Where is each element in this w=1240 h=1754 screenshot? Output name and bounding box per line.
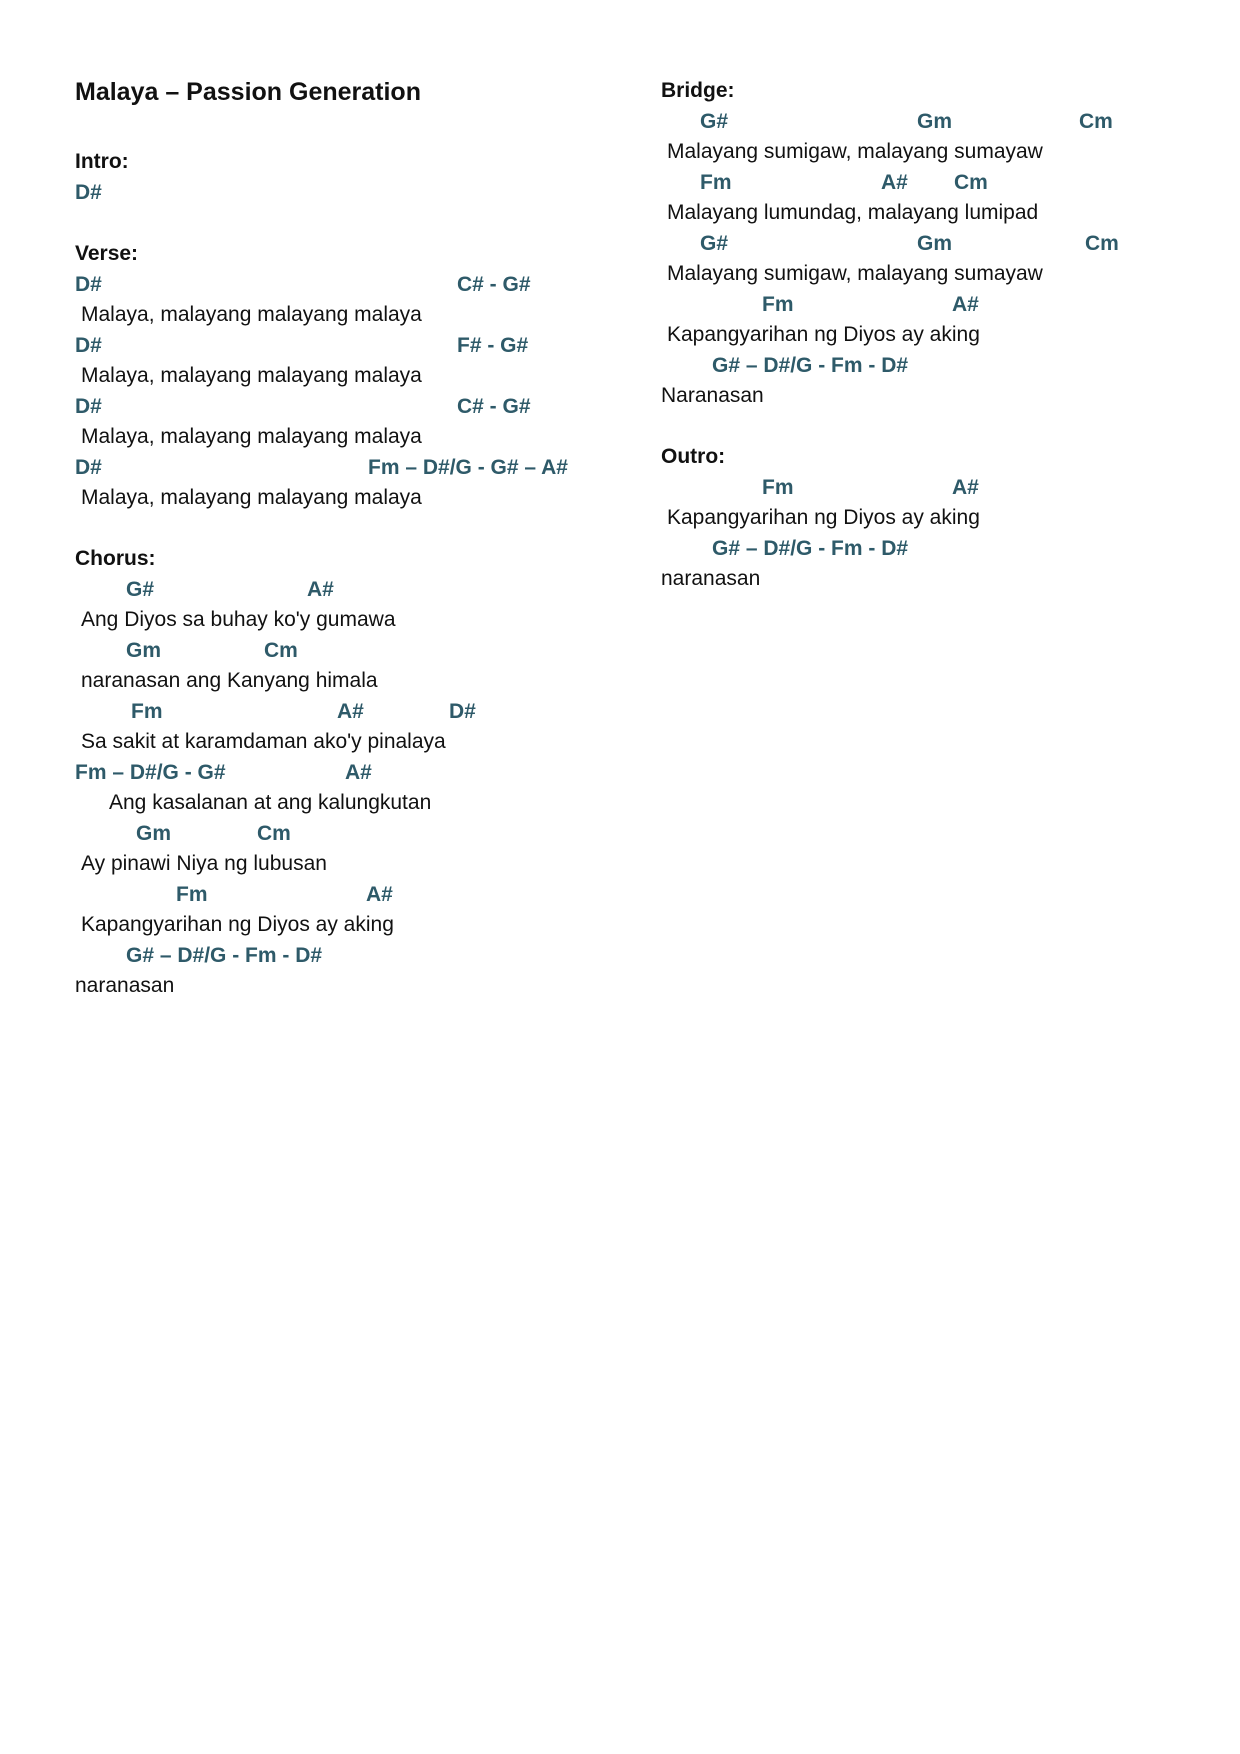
outro-chord: Fm	[762, 476, 794, 499]
bridge-chord: A#	[952, 293, 979, 316]
verse-lyric: Malaya, malayang malayang malaya	[81, 486, 422, 509]
outro-heading: Outro:	[661, 445, 726, 468]
bridge-chord: Cm	[1085, 232, 1119, 255]
bridge-chord: G#	[700, 232, 729, 255]
song-title: Malaya – Passion Generation	[75, 78, 421, 106]
chorus-lyric: naranasan	[75, 974, 175, 997]
chorus-chord: G# – D#/G - Fm - D#	[126, 944, 323, 967]
verse-chord: D#	[75, 456, 102, 479]
chorus-chord: A#	[345, 761, 372, 784]
verse-chord: C# - G#	[457, 273, 531, 296]
outro-lyric: naranasan	[661, 567, 761, 590]
bridge-chord: G#	[700, 110, 729, 133]
chorus-chord: Fm – D#/G - G#	[75, 761, 226, 784]
chorus-lyric: Ang Diyos sa buhay ko'y gumawa	[81, 608, 396, 631]
verse-lyric: Malaya, malayang malayang malaya	[81, 364, 422, 387]
chorus-chord: Gm	[126, 639, 162, 662]
chorus-chord: G#	[126, 578, 155, 601]
verse-chord: D#	[75, 334, 102, 357]
chorus-chord: A#	[337, 700, 364, 723]
bridge-lyric: Malayang sumigaw, malayang sumayaw	[667, 140, 1043, 163]
chorus-heading: Chorus:	[75, 547, 156, 570]
bridge-lyric: Malayang lumundag, malayang lumipad	[667, 201, 1039, 224]
chorus-lyric: Ang kasalanan at ang kalungkutan	[109, 791, 432, 814]
bridge-chord: A#	[881, 171, 908, 194]
verse-chord: C# - G#	[457, 395, 531, 418]
verse-chord: F# - G#	[457, 334, 529, 357]
chorus-chord: Cm	[264, 639, 298, 662]
chorus-lyric: naranasan ang Kanyang himala	[81, 669, 378, 692]
chorus-lyric: Sa sakit at karamdaman ako'y pinalaya	[81, 730, 446, 753]
bridge-chord: Gm	[917, 232, 953, 255]
bridge-lyric: Malayang sumigaw, malayang sumayaw	[667, 262, 1043, 285]
bridge-chord: Cm	[1079, 110, 1113, 133]
bridge-lyric: Naranasan	[661, 384, 764, 407]
outro-chord: A#	[952, 476, 979, 499]
chorus-chord: Fm	[131, 700, 163, 723]
bridge-lyric: Kapangyarihan ng Diyos ay aking	[667, 323, 980, 346]
verse-chord: D#	[75, 273, 102, 296]
chorus-chord: Fm	[176, 883, 208, 906]
bridge-chord: Gm	[917, 110, 953, 133]
bridge-chord: Fm	[700, 171, 732, 194]
verse-lyric: Malaya, malayang malayang malaya	[81, 303, 422, 326]
chorus-lyric: Ay pinawi Niya ng lubusan	[81, 852, 327, 875]
bridge-chord: Fm	[762, 293, 794, 316]
chorus-chord: D#	[449, 700, 476, 723]
bridge-heading: Bridge:	[661, 79, 735, 102]
verse-lyric: Malaya, malayang malayang malaya	[81, 425, 422, 448]
chorus-chord: A#	[366, 883, 393, 906]
chorus-lyric: Kapangyarihan ng Diyos ay aking	[81, 913, 394, 936]
intro-chord: D#	[75, 181, 102, 204]
outro-chord: G# – D#/G - Fm - D#	[712, 537, 909, 560]
verse-chord: Fm – D#/G - G# – A#	[368, 456, 568, 479]
intro-heading: Intro:	[75, 150, 129, 173]
verse-chord: D#	[75, 395, 102, 418]
bridge-chord: Cm	[954, 171, 988, 194]
verse-heading: Verse:	[75, 242, 139, 265]
bridge-chord: G# – D#/G - Fm - D#	[712, 354, 909, 377]
chorus-chord: A#	[307, 578, 334, 601]
outro-lyric: Kapangyarihan ng Diyos ay aking	[667, 506, 980, 529]
chorus-chord: Cm	[257, 822, 291, 845]
chorus-chord: Gm	[136, 822, 172, 845]
